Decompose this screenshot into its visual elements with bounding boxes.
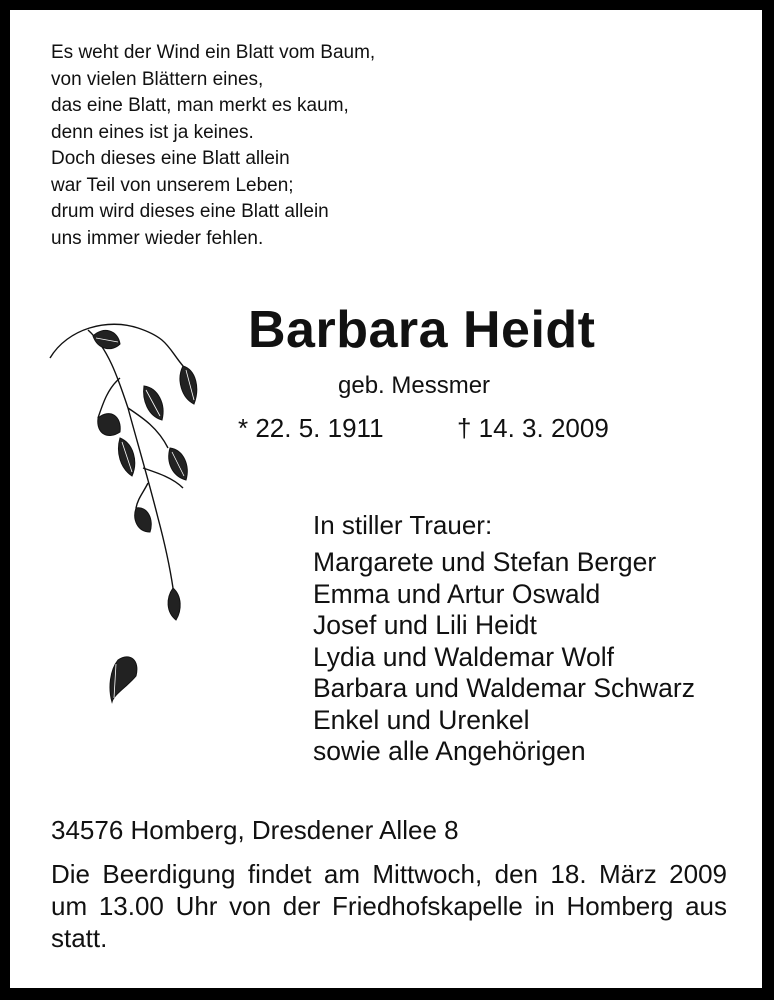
deceased-name: Barbara Heidt [248,301,596,359]
mourner: Lydia und Waldemar Wolf [313,641,614,672]
maiden-name: geb. Messmer [338,372,491,399]
birch-branch-icon [48,308,198,708]
death-date: † 14. 3. 2009 [457,413,609,443]
address: 34576 Homberg, Dresdener Allee 8 [51,815,459,845]
birth-date: * 22. 5. 1911 [238,413,384,443]
funeral-notice: Die Beerdigung findet am Mittwoch, den 18. März 2009 um 13.00 Uhr von der Friedhofskapelle in Homberg aus statt. [51,859,727,953]
obituary-notice [10,10,762,988]
poem: Es weht der Wind ein Blatt vom Baum, von vielen Blättern eines, das eine Blatt, man merkt es kaum, denn eines ist ja keines. Doch dieses eine Blatt allein war Teil von unserem Leben; drum wird dieses eine Blatt allein uns immer wieder fehlen. [51,42,376,249]
mourner: Barbara und Waldemar Schwarz [313,673,695,703]
mourner: Josef und Lili Heidt [313,610,537,640]
mourner: Enkel und Urenkel [313,704,530,735]
mourners-list [313,547,695,768]
mourner: sowie alle Angehörigen [313,736,586,766]
mourner: Emma und Artur Oswald [313,578,601,609]
mourning-heading: In stiller Trauer: [313,510,493,540]
mourner: Margarete und Stefan Berger [313,547,657,577]
